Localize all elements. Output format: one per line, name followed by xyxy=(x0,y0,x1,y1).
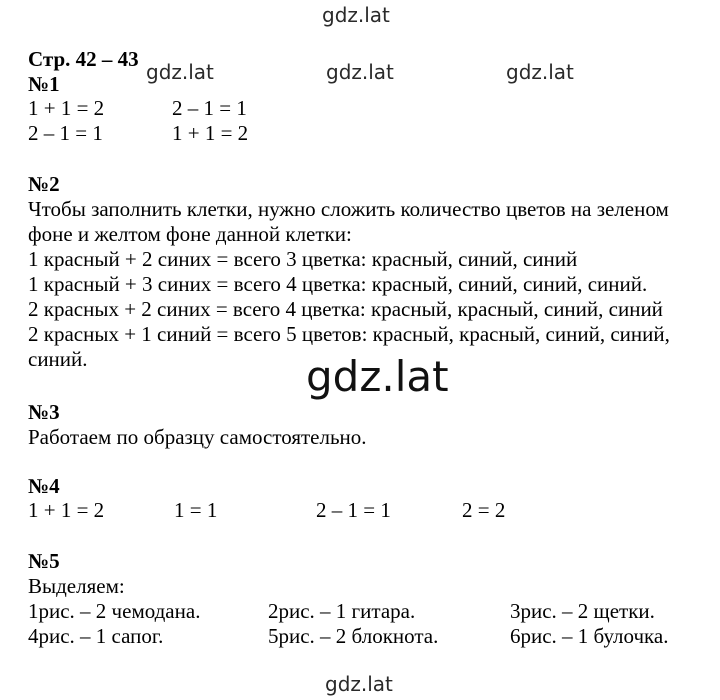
task5-intro: Выделяем: xyxy=(28,574,125,598)
task4-item-3: 2 – 1 = 1 xyxy=(316,498,391,522)
task4-number: №4 xyxy=(28,474,60,498)
watermark-top: gdz.lat xyxy=(322,3,390,27)
task2-line-6: 2 красных + 1 синий = всего 5 цветов: красный, красный, синий, синий, xyxy=(28,322,670,346)
task1-number: №1 xyxy=(28,72,60,96)
task2-line-7: синий. xyxy=(28,347,88,371)
task5-r2-c2: 5рис. – 2 блокнота. xyxy=(268,624,439,648)
task2-line-4: 1 красный + 3 синих = всего 4 цветка: красный, синий, синий, синий. xyxy=(28,272,648,296)
watermark-bottom: gdz.lat xyxy=(325,672,393,696)
task4-item-4: 2 = 2 xyxy=(462,498,506,522)
watermark-row-right: gdz.lat xyxy=(506,60,574,84)
page-header: Стр. 42 – 43 xyxy=(28,47,139,71)
task5-r2-c1: 4рис. – 1 сапог. xyxy=(28,624,164,648)
task5-number: №5 xyxy=(28,549,60,573)
watermark-large: gdz.lat xyxy=(306,352,449,401)
task5-r1-c3: 3рис. – 2 щетки. xyxy=(510,599,655,623)
task4-item-1: 1 + 1 = 2 xyxy=(28,498,105,522)
watermark-row-center: gdz.lat xyxy=(326,60,394,84)
task3-text: Работаем по образцу самостоятельно. xyxy=(28,425,367,449)
task1-r1-c1: 1 + 1 = 2 xyxy=(28,96,105,120)
task2-line-2: фоне и желтом фоне данной клетки: xyxy=(28,222,352,246)
task1-r2-c2: 1 + 1 = 2 xyxy=(172,121,249,145)
task2-line-5: 2 красных + 2 синих = всего 4 цветка: красный, красный, синий, синий xyxy=(28,297,663,321)
watermark-row-left: gdz.lat xyxy=(146,60,214,84)
task5-r1-c2: 2рис. – 1 гитара. xyxy=(268,599,416,623)
task2-line-3: 1 красный + 2 синих = всего 3 цветка: красный, синий, синий xyxy=(28,247,578,271)
task4-item-2: 1 = 1 xyxy=(174,498,218,522)
task2-line-1: Чтобы заполнить клетки, нужно сложить количество цветов на зеленом xyxy=(28,197,669,221)
task3-number: №3 xyxy=(28,400,60,424)
task2-number: №2 xyxy=(28,172,60,196)
task1-r2-c1: 2 – 1 = 1 xyxy=(28,121,103,145)
task5-r2-c3: 6рис. – 1 булочка. xyxy=(510,624,669,648)
task1-r1-c2: 2 – 1 = 1 xyxy=(172,96,247,120)
task5-r1-c1: 1рис. – 2 чемодана. xyxy=(28,599,201,623)
